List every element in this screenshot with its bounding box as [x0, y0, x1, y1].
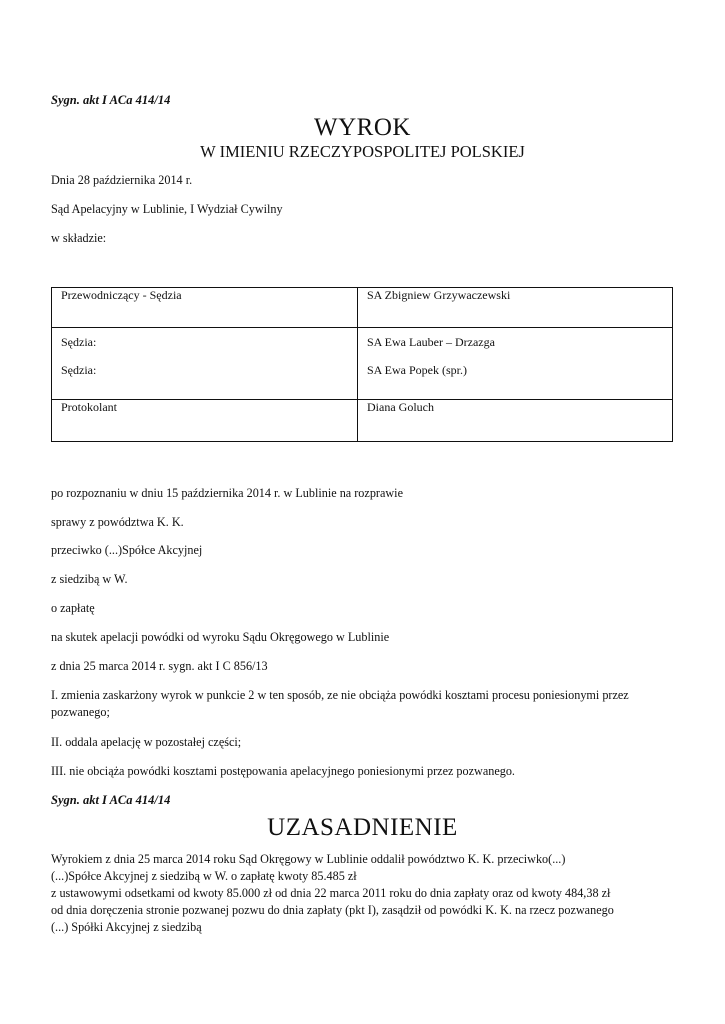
- ruling-point-3: III. nie obciąża powódki kosztami postępowania apelacyjnego poniesionymi przez pozwanego.: [51, 764, 515, 778]
- document-title: WYROK: [314, 114, 411, 141]
- justification-line: Wyrokiem z dnia 25 marca 2014 roku Sąd Okręgowy w Lublinie oddalił powództwo K. K. przeciwko(...): [51, 852, 566, 866]
- proceedings-line: o zapłatę: [51, 601, 95, 615]
- proceedings-line: przeciwko (...)Spółce Akcyjnej: [51, 543, 203, 557]
- justification-case-number: Sygn. akt I ACa 414/14: [51, 793, 171, 807]
- judgment-date: Dnia 28 października 2014 r.: [51, 173, 193, 187]
- document-subtitle: W IMIENIU RZECZYPOSPOLITEJ POLSKIEJ: [200, 142, 525, 161]
- judge-name: SA Ewa Popek (spr.): [367, 363, 467, 377]
- clerk-role: Protokolant: [52, 400, 358, 442]
- presiding-name: SA Zbigniew Grzywaczewski: [358, 288, 673, 328]
- table-row: [52, 328, 673, 400]
- ruling-point-1-cont: pozwanego;: [51, 705, 110, 719]
- case-number: Sygn. akt I ACa 414/14: [51, 93, 171, 107]
- justification-line: od dnia doręczenia stronie pozwanej pozwu do dnia zapłaty (pkt I), zasądził od powódki K. K. na rzecz pozwanego: [51, 903, 614, 917]
- justification-title: UZASADNIENIE: [267, 814, 458, 841]
- judge-role: Sędzia:: [61, 363, 97, 377]
- proceedings-line: na skutek apelacji powódki od wyroku Sądu Okręgowego w Lublinie: [51, 630, 390, 644]
- proceedings-line: sprawy z powództwa K. K.: [51, 515, 184, 529]
- ruling-point-1: I. zmienia zaskarżony wyrok w punkcie 2 w ten sposób, ze nie obciąża powódki kosztami procesu poniesionymi przez: [51, 688, 629, 702]
- proceedings-line: z siedzibą w W.: [51, 572, 128, 586]
- justification-line: (...)Spółce Akcyjnej z siedzibą w W. o zapłatę kwoty 85.485 zł: [51, 869, 357, 883]
- judge-role: Sędzia:: [61, 335, 97, 349]
- justification-line: (...) Spółki Akcyjnej z siedzibą: [51, 920, 202, 934]
- proceedings-line: po rozpoznaniu w dniu 15 października 2014 r. w Lublinie na rozprawie: [51, 486, 403, 500]
- clerk-name: Diana Goluch: [358, 400, 673, 442]
- proceedings-line: z dnia 25 marca 2014 r. sygn. akt I C 856/13: [51, 659, 268, 673]
- court-composition-table: [51, 287, 673, 442]
- court-name: Sąd Apelacyjny w Lublinie, I Wydział Cywilny: [51, 202, 283, 216]
- justification-line: z ustawowymi odsetkami od kwoty 85.000 zł od dnia 22 marca 2011 roku do dnia zapłaty oraz od kwoty 484,38 zł: [51, 886, 611, 900]
- ruling-point-2: II. oddala apelację w pozostałej części;: [51, 735, 242, 749]
- table-row: [52, 400, 673, 442]
- judges-names-cell: [358, 328, 673, 400]
- table-row: [52, 288, 673, 328]
- judges-roles-cell: [52, 328, 358, 400]
- presiding-role: Przewodniczący - Sędzia: [52, 288, 358, 328]
- composition-intro: w składzie:: [51, 231, 107, 245]
- judge-name: SA Ewa Lauber – Drzazga: [367, 335, 495, 349]
